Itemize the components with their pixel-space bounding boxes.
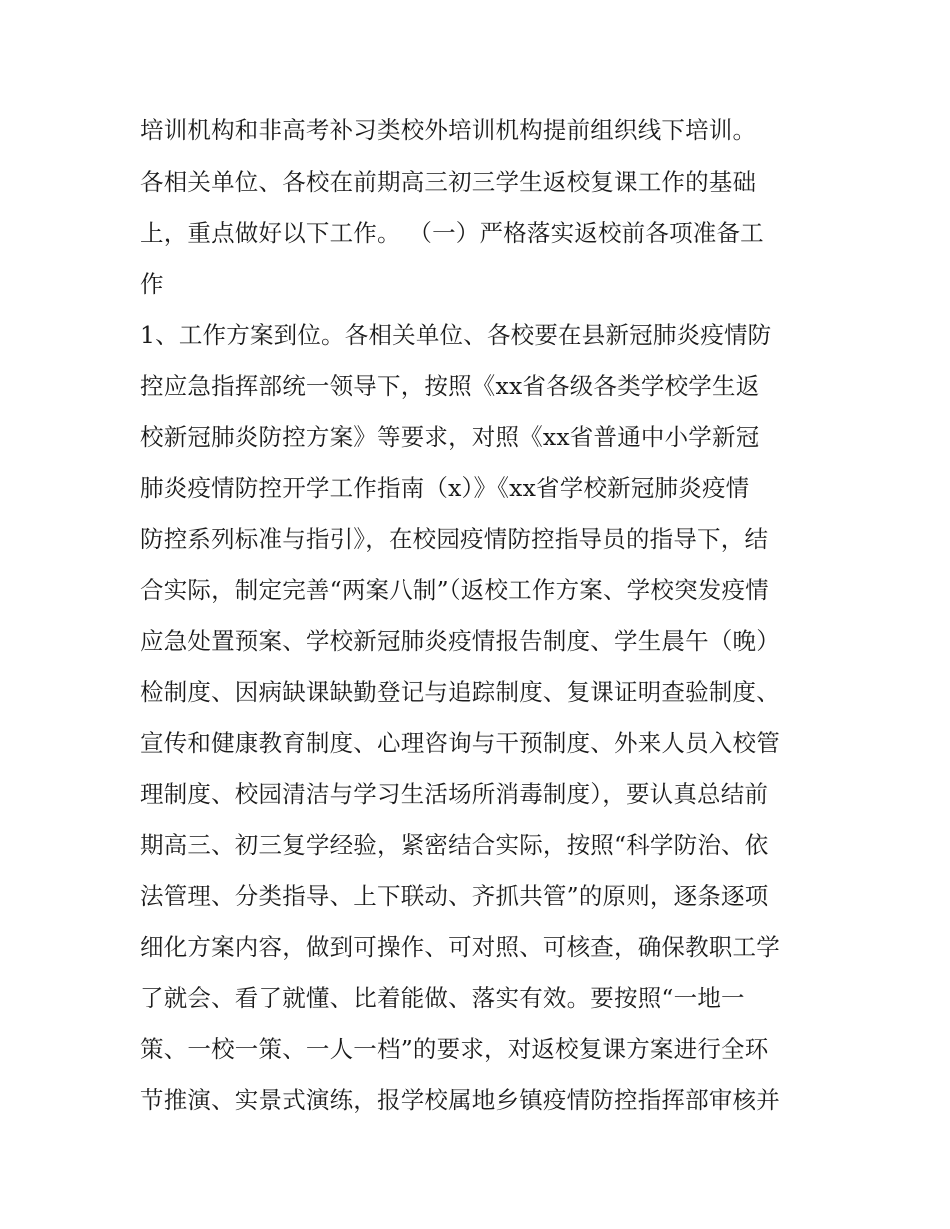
- text-line-15: 期高三、初三复学经验，紧密结合实际，按照“科学防治、依: [140, 831, 769, 859]
- text-line-3: 上，重点做好以下工作。 （一）严格落实返校前各项准备工: [140, 219, 764, 247]
- text-line-9: 防控系列标准与指引》，在校园疫情防控指导员的指导下，结: [140, 525, 769, 553]
- text-line-13: 宣传和健康教育制度、心理咨询与干预制度、外来人员入校管: [140, 729, 780, 757]
- text-line-8: 肺炎疫情防控开学工作指南（x）》《xx省学校新冠肺炎疫情: [140, 474, 750, 502]
- text-line-16: 法管理、分类指导、上下联动、齐抓共管”的原则，逐条逐项: [140, 882, 769, 910]
- text-line-6: 控应急指挥部统一领导下，按照《xx省各级各类学校学生返: [140, 372, 760, 400]
- text-line-18: 了就会、看了就懂、比着能做、落实有效。要按照“一地一: [140, 984, 745, 1012]
- text-line-10: 合实际，制定完善“两案八制”（返校工作方案、学校突发疫情: [140, 576, 769, 604]
- text-line-1: 培训机构和非高考补习类校外培训机构提前组织线下培训。: [140, 116, 757, 144]
- text-line-14: 理制度、校园清洁与学习生活场所消毒制度），要认真总结前: [140, 780, 769, 808]
- text-line-17: 细化方案内容，做到可操作、可对照、可核查，确保教职工学: [140, 933, 780, 961]
- text-line-5: 1、工作方案到位。各相关单位、各校要在县新冠肺炎疫情防: [140, 321, 772, 349]
- text-line-20: 节推演、实景式演练，报学校属地乡镇疫情防控指挥部审核并: [140, 1086, 780, 1114]
- text-line-12: 检制度、因病缺课缺勤登记与追踪制度、复课证明查验制度、: [140, 678, 780, 706]
- text-line-4: 作: [140, 270, 164, 298]
- text-line-2: 各相关单位、各校在前期高三初三学生返校复课工作的基础: [140, 168, 757, 196]
- text-line-7: 校新冠肺炎防控方案》等要求，对照《xx省普通中小学新冠: [140, 423, 760, 451]
- text-line-19: 策、一校一策、一人一档”的要求，对返校复课方案进行全环: [140, 1035, 769, 1063]
- text-line-11: 应急处置预案、学校新冠肺炎疫情报告制度、学生晨午（晚）: [140, 627, 780, 655]
